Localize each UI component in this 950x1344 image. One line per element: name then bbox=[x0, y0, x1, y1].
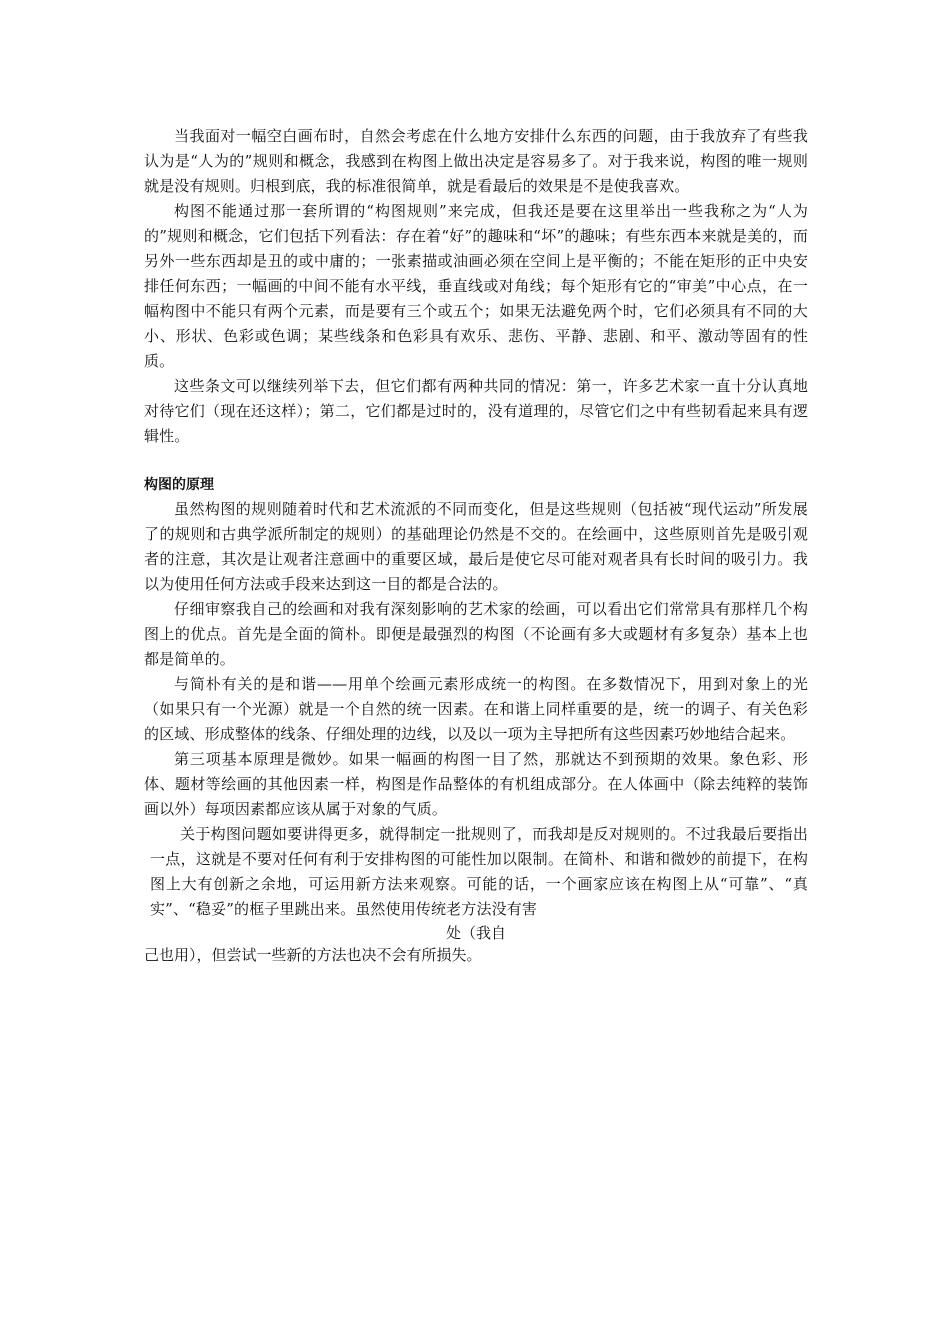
paragraph-section-2: 仔细审察我自己的绘画和对我有深刻影响的艺术家的绘画，可以看出它们常常具有那样几个构图上的优点。首先是全面的简朴。即便是最强烈的构图（不论画有多大或题材有多复杂）基本上也都是简单的。 bbox=[144, 600, 808, 668]
text-column bbox=[144, 124, 808, 966]
section-heading: 构图的原理 bbox=[144, 477, 214, 493]
paragraph-final-fragment: 处（我自 bbox=[445, 924, 506, 942]
paragraph-intro-2: 构图不能通过那一套所谓的“构图规则”来完成，但我还是要在这里举出一些我称之为“人为的”规则和概念，它们包括下列看法：存在着“好”的趣味和“坏”的趣味；有些东西本来就是美的，而另外一些东西却是丑的或中庸的；一张素描或油画必须在空间上是平衡的；不能在矩形的正中央安排任何东西；一幅画的中间不能有水平线，垂直线或对角线；每个矩形有它的“审美”中心点，在一幅构图中不能只有两个元素，而是要有三个或五个；如果无法避免两个时，它们必须具有不同的大小、形状、色彩或色调；某些线条和色彩具有欢乐、悲伤、平静、悲剧、和平、激动等固有的性质。 bbox=[144, 202, 808, 370]
paragraph-final: 关于构图问题如要讲得更多，就得制定一批规则了，而我却是反对规则的。不过我最后要指出一点，这就是不要对任何有利于安排构图的可能性加以限制。在简朴、和谐和微妙的前提下，在构图上大有创新之余地，可运用新方法来观察。可能的话，一个画家应该在构图上从“可靠”、“真实”、“稳妥”的框子里跳出来。虽然使用传统老方法没有害 bbox=[150, 825, 808, 918]
paragraph-intro-3: 这些条文可以继续列举下去，但它们都有两种共同的情况：第一，许多艺术家一直十分认真地对待它们（现在还这样）；第二，它们都是过时的，没有道理的，尽管它们之中有些韧看起来具有逻辑性。 bbox=[144, 377, 808, 445]
paragraph-intro-1: 当我面对一幅空白画布时，自然会考虑在什么地方安排什么东西的问题，由于我放弃了有些我认为是“人为的”规则和概念，我感到在构图上做出决定是容易多了。对于我来说，构图的唯一规则就是没有规则。归根到底，我的标准很简单，就是看最后的效果是不是使我喜欢。 bbox=[144, 127, 808, 195]
paragraph-section-3: 与简朴有关的是和谐——用单个绘画元素形成统一的构图。在多数情况下，用到对象上的光（如果只有一个光源）就是一个自然的统一因素。在和谐上同样重要的是，统一的调子、有关色彩的区域、形成整体的线条、仔细处理的边线，以及以一项为主导把所有这些因素巧妙地结合起来。 bbox=[144, 675, 808, 743]
paragraph-section-1: 虽然构图的规则随着时代和艺术流派的不同而变化，但是这些规则（包括被“现代运动”所发展了的规则和古典学派所制定的规则）的基础理论仍然是不交的。在绘画中，这些原则首先是吸引观者的注意，其次是让观者注意画中的重要区域，最后是使它尽可能对观者具有长时间的吸引力。我以为使用任何方法或手段来达到这一目的都是合法的。 bbox=[144, 500, 808, 593]
section-spacer bbox=[144, 449, 808, 473]
paragraph-final-tail: 己也用），但尝试一些新的方法也决不会有所损失。 bbox=[144, 946, 482, 964]
paragraph-section-4: 第三项基本原理是微妙。如果一幅画的构图一目了然，那就达不到预期的效果。象色彩、形体、题材等绘画的其他因素一样，构图是作品整体的有机组成部分。在人体画中（除去纯粹的装饰画以外）每项因素都应该从属于对象的气质。 bbox=[144, 750, 808, 818]
